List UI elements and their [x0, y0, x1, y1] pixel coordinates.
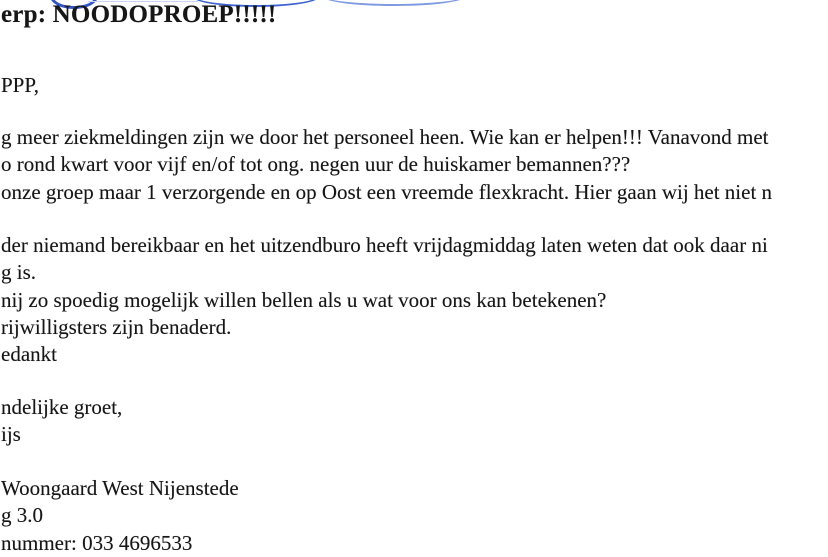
- paragraph-1-line-1: g meer ziekmeldingen zijn we door het personeel heen. Wie kan er helpen!!! Vanavond met: [1, 125, 769, 149]
- email-subject: erp: NOODOPROEP!!!!!: [1, 1, 277, 28]
- closing-greeting: ndelijke groet,: [1, 395, 123, 419]
- paragraph-2-line-1: der niemand bereikbaar en het uitzendburo heeft vrijdagmiddag laten weten dat ook daar ni: [1, 233, 768, 257]
- redaction-oval-right: [322, 0, 466, 6]
- paragraph-1-line-3: onze groep maar 1 verzorgende en op Oost een vreemde flexkracht. Hier gaan wij het niet n: [1, 179, 773, 204]
- email-closing: [1, 394, 122, 449]
- email-signature: [1, 475, 239, 557]
- signature-address: g 3.0: [1, 503, 43, 528]
- email-paragraph-1: [1, 124, 772, 206]
- signature-organization: Woongaard West Nijenstede: [1, 476, 239, 500]
- email-paragraph-2: [1, 232, 768, 368]
- paragraph-1-line-2: o rond kwart voor vijf en/of tot ong. negen uur de huiskamer bemannen???: [1, 152, 631, 177]
- paragraph-2-line-4: rijwilligsters zijn benaderd.: [1, 314, 232, 339]
- signature-phone-number: nummer: 033 4696533: [1, 530, 193, 555]
- paragraph-2-line-3: nij zo spoedig mogelijk willen bellen als u wat voor ons kan betekenen?: [1, 287, 607, 312]
- email-salutation: PPP,: [1, 73, 39, 97]
- paragraph-2-line-5: edankt: [1, 342, 57, 367]
- paragraph-2-line-2: g is.: [1, 260, 37, 285]
- closing-sender-name: ijs: [1, 422, 21, 447]
